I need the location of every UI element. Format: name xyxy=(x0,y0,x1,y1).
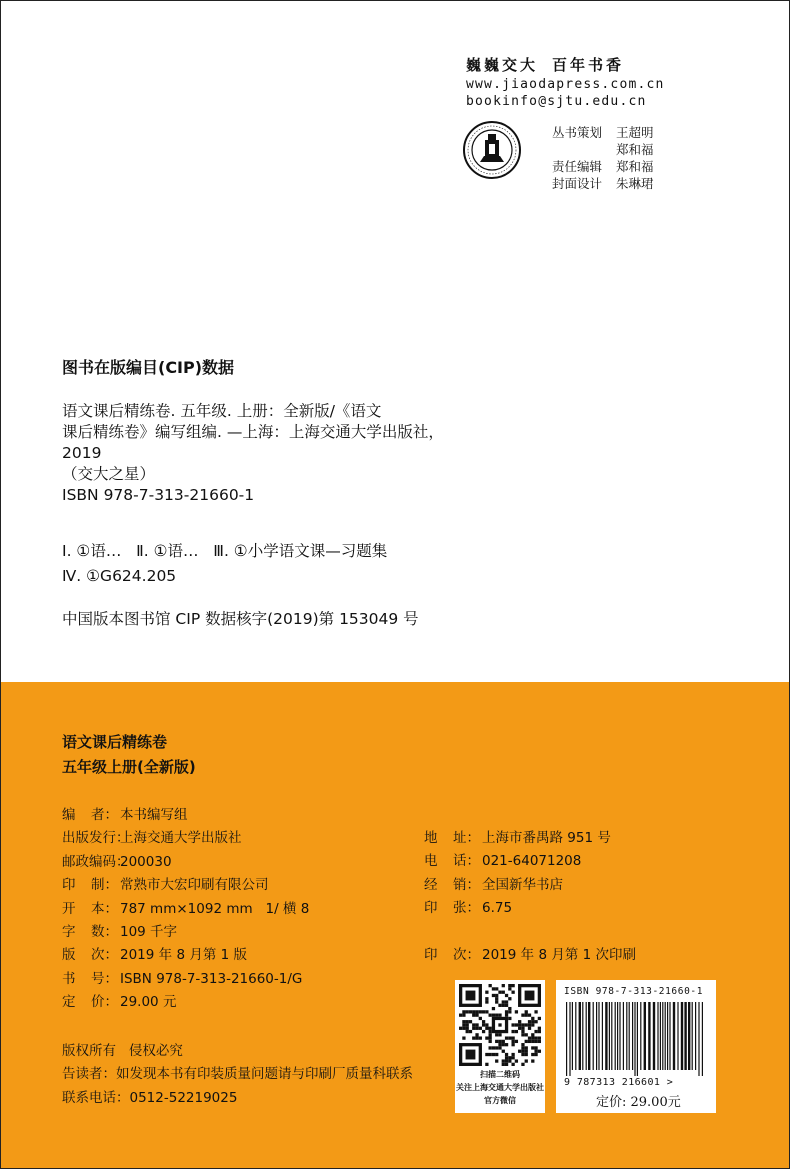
info-key: 版 次 ： xyxy=(62,944,118,967)
imprint-info-left xyxy=(62,804,309,1015)
info-value: 021-64071208 xyxy=(482,853,582,870)
info-row xyxy=(62,991,309,1014)
info-value: 787 mm×1092 mm 1/ 横 8 xyxy=(120,900,310,917)
info-row xyxy=(424,827,636,850)
info-key: 编 者 ： xyxy=(62,804,118,827)
info-row xyxy=(62,898,309,921)
book-subtitle: 五年级上册(全新版) xyxy=(62,758,196,776)
info-row xyxy=(424,850,636,873)
info-value: 29.00 元 xyxy=(120,994,177,1011)
copyright-line: 版权所有 侵权必究 xyxy=(62,1043,183,1059)
info-key: 印 张 ： xyxy=(424,897,480,920)
reader-notice: 告读者：如发现本书有印装质量问题请与印刷厂质量科联系 xyxy=(62,1066,413,1083)
info-value: 常熟市大宏印刷有限公司 xyxy=(120,877,269,894)
info-key: 印 制 ： xyxy=(62,874,118,897)
info-key: 印 次 ： xyxy=(424,944,480,967)
staff-row: 封面设计 朱琳珺 xyxy=(552,176,654,191)
info-key: 地 址 ： xyxy=(424,827,480,850)
cip-number: 中国版本图书馆 CIP 数据核字(2019)第 153049 号 xyxy=(62,610,419,628)
info-value: 109 千字 xyxy=(120,924,178,941)
info-key: 字 数 ： xyxy=(62,921,118,944)
info-row xyxy=(62,921,309,944)
qr-code[interactable] xyxy=(459,984,541,1066)
cip-line: 语文课后精练卷. 五年级. 上册：全新版/《语文 xyxy=(62,402,382,420)
info-value: 6.75 xyxy=(482,900,513,917)
cip-line: ISBN 978-7-313-21660-1 xyxy=(62,486,255,504)
info-row xyxy=(424,944,636,967)
info-value: 本书编写组 xyxy=(120,807,188,823)
info-value: 200030 xyxy=(120,853,172,870)
cip-title: 图书在版编目(CIP)数据 xyxy=(62,358,235,377)
cip-line: （交大之星） xyxy=(62,465,156,483)
info-value: 上海交通大学出版社 xyxy=(120,830,242,847)
imprint-info-right xyxy=(424,827,636,967)
classification-line: Ⅰ. ①语… Ⅱ. ①语… Ⅲ. ①小学语文课—习题集 xyxy=(62,542,388,560)
info-key: 邮政编码 ： xyxy=(62,851,118,874)
info-value: ISBN 978-7-313-21660-1/G xyxy=(120,970,303,987)
barcode-price: 定价: 29.00元 xyxy=(596,1095,681,1110)
info-row xyxy=(62,944,309,967)
publisher-website[interactable]: www.jiaodapress.com.cn xyxy=(466,77,665,92)
rights-notice xyxy=(62,1040,413,1110)
info-row xyxy=(424,897,636,920)
book-title: 语文课后精练卷 xyxy=(62,733,168,751)
university-seal-icon xyxy=(462,120,522,180)
publisher-email[interactable]: bookinfo@sjtu.edu.cn xyxy=(466,94,647,109)
book-title-block xyxy=(62,730,196,780)
contact-phone: 联系电话：0512-52219025 xyxy=(62,1089,238,1106)
staff-row: 丛书策划 王超明 xyxy=(552,125,654,140)
info-value: 2019 年 8 月第 1 版 xyxy=(120,947,247,964)
staff-row: 责任编辑 郑和福 xyxy=(552,159,654,174)
isbn-barcode-card xyxy=(556,980,716,1113)
info-key: 书 号 ： xyxy=(62,968,118,991)
classification-line: Ⅳ. ①G624.205 xyxy=(62,567,177,585)
qr-caption: 扫描二维码 关注上海交通大学出版社 官方微信 xyxy=(456,1070,544,1105)
slogan-right: 百年书香 xyxy=(552,56,625,74)
info-key: 定 价 ： xyxy=(62,991,118,1014)
slogan-left: 巍巍交大 xyxy=(466,56,539,74)
cip-record xyxy=(62,401,444,506)
info-key: 开 本 ： xyxy=(62,898,118,921)
info-row xyxy=(424,921,636,944)
info-key: 经 销 ： xyxy=(424,874,480,897)
info-key: 出版发行 ： xyxy=(62,827,118,850)
staff-row: 郑和福 xyxy=(616,142,654,157)
info-row xyxy=(62,804,309,827)
info-row xyxy=(62,851,309,874)
barcode xyxy=(564,1002,708,1076)
barcode-digits: 9 787313 216601 > xyxy=(564,1077,674,1088)
qr-code-card xyxy=(455,980,545,1113)
info-value: 上海市番禺路 951 号 xyxy=(482,830,611,846)
barcode-isbn-text: ISBN 978-7-313-21660-1 xyxy=(564,986,704,997)
editorial-staff xyxy=(552,124,654,192)
info-row xyxy=(62,827,309,850)
info-value: 全国新华书店 xyxy=(482,876,563,893)
cip-line: 2019 xyxy=(62,444,102,462)
info-value: 2019 年 8 月第 1 次印刷 xyxy=(482,947,636,964)
cip-classification xyxy=(62,539,387,589)
publisher-slogan xyxy=(466,54,624,75)
info-key: 电 话 ： xyxy=(424,850,480,873)
info-row xyxy=(424,874,636,897)
info-row xyxy=(62,874,309,897)
cip-line: 课后精练卷》编写组编. —上海：上海交通大学出版社， xyxy=(62,423,444,441)
info-row xyxy=(62,968,309,991)
